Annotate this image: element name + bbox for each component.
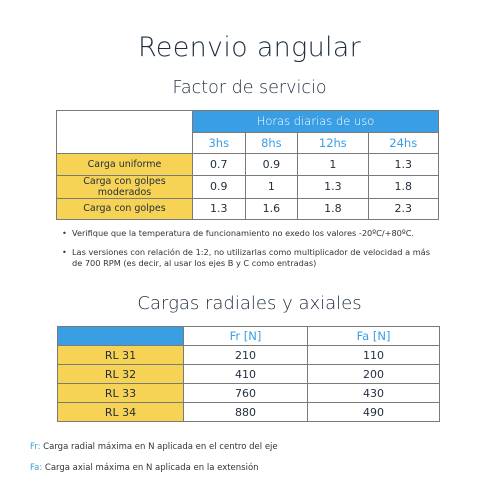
table-row <box>58 384 440 403</box>
table-row <box>58 403 440 422</box>
table-header-row <box>57 111 439 133</box>
note-item: • Verifique que la temperatura de funcionamiento no exedo los valores -20ºC/+80ºC. <box>62 228 442 239</box>
service-factor-table <box>56 110 439 220</box>
table-cell: 1.6 <box>245 198 298 220</box>
table-cell: 1.8 <box>368 175 438 198</box>
table-cell: 200 <box>308 365 440 384</box>
table-header-row <box>58 327 440 346</box>
table-corner-cell <box>57 111 193 154</box>
column-header: Fr [N] <box>184 327 308 346</box>
legend-key: Fa: <box>30 463 43 473</box>
table-cell: 0.9 <box>245 154 298 176</box>
table-cell: 430 <box>308 384 440 403</box>
notes-list <box>62 228 442 277</box>
row-label: Carga con golpes <box>57 198 193 220</box>
row-label: RL 34 <box>58 403 184 422</box>
loads-table <box>57 326 440 422</box>
column-header: 8hs <box>245 132 298 154</box>
legend-fr <box>30 442 278 452</box>
table-cell: 1.3 <box>368 154 438 176</box>
table-cell: 0.9 <box>193 175 246 198</box>
legend-key: Fr: <box>30 442 41 452</box>
table-row <box>57 154 439 176</box>
table-cell: 410 <box>184 365 308 384</box>
note-item: • Las versiones con relación de 1:2, no utilizarlas como multiplicador de velocidad a más de 700 RPM (es decir, al usar los ejes B y C como entradas) <box>62 247 442 269</box>
section-title-loads: Cargas radiales y axiales <box>137 293 362 314</box>
table-cell: 2.3 <box>368 198 438 220</box>
table-row <box>57 198 439 220</box>
column-header: 24hs <box>368 132 438 154</box>
row-label: RL 33 <box>58 384 184 403</box>
table-cell: 1.8 <box>298 198 368 220</box>
legend-text: Carga radial máxima en N aplicada en el centro del eje <box>40 442 278 452</box>
table-cell: 210 <box>184 346 308 365</box>
legend-fa <box>30 463 259 473</box>
row-label: RL 32 <box>58 365 184 384</box>
table-row <box>58 365 440 384</box>
legend-text: Carga axial máxima en N aplicada en la extensión <box>42 463 259 473</box>
table-cell: 1 <box>245 175 298 198</box>
hours-group-header: Horas diarias de uso <box>193 111 439 133</box>
table-cell: 1.3 <box>193 198 246 220</box>
row-label: Carga uniforme <box>57 154 193 176</box>
table-cell: 490 <box>308 403 440 422</box>
table-row <box>58 346 440 365</box>
table-cell: 1 <box>298 154 368 176</box>
table-cell: 1.3 <box>298 175 368 198</box>
table-cell: 0.7 <box>193 154 246 176</box>
table-row <box>57 175 439 198</box>
table-cell: 110 <box>308 346 440 365</box>
section-title-service-factor: Factor de servicio <box>172 78 327 98</box>
column-header: 3hs <box>193 132 246 154</box>
table-cell: 880 <box>184 403 308 422</box>
row-label: RL 31 <box>58 346 184 365</box>
column-header: Fa [N] <box>308 327 440 346</box>
page-title: Reenvio angular <box>137 32 362 63</box>
table-cell: 760 <box>184 384 308 403</box>
row-label: Carga con golpes moderados <box>57 175 193 198</box>
table-corner-cell <box>58 327 184 346</box>
column-header: 12hs <box>298 132 368 154</box>
